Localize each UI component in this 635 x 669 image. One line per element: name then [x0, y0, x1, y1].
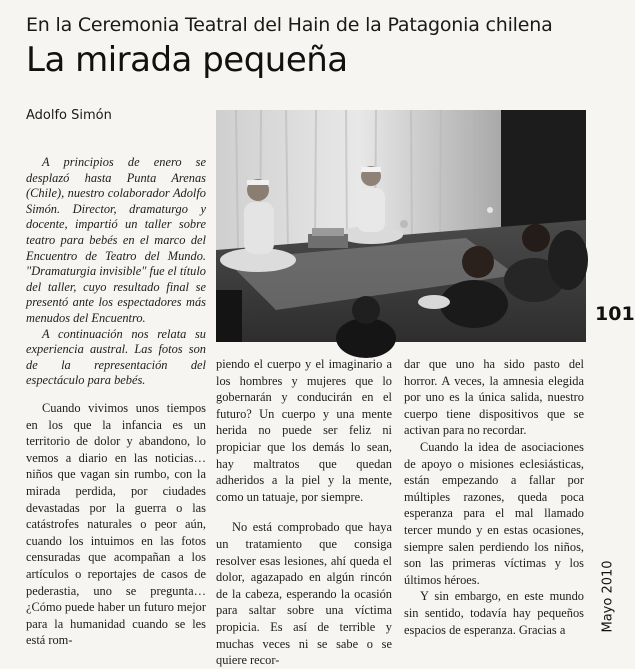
article-author: Adolfo Simón: [26, 108, 112, 123]
article-title: La mirada pequeña: [26, 40, 348, 80]
lead-paragraph-1: A principios de enero se desplazó hasta Punta Arenas (Chile), nuestro colaborador Adolfo Simón. Director, dramaturgo y docente, impartió un taller sobre teatro para bebés en el marco del Encuentro de Teatro del Mundo. "Dramaturgia invisible" fue el título del taller, cuyo resultado final se presentó ante los espectadores más menudos del Encuentro.: [26, 155, 206, 325]
body-column-1: [26, 400, 206, 649]
lead-paragraph-2: A continuación nos relata su experiencia austral. Las fotos son de la representación del espectáculo para bebés.: [26, 326, 206, 388]
body-paragraph: No está comprobado que haya un tratamiento que consiga resolver esas lesiones, ahí queda el dolor, agazapado en algún rincón de la cabeza, esperando la ocasión para saltar sobre una víctima propicia. Es así de terrible y muchas veces ni se sabe o se quiere recor-: [216, 520, 392, 668]
body-paragraph: dar que uno ha sido pasto del horror. A veces, la amnesia elegida por uno es la única salida, nuestro cuerpo tiene dispositivos que se activan para no recordar.: [404, 357, 584, 438]
issue-date: Mayo 2010: [600, 560, 616, 633]
body-column-3: [404, 356, 584, 638]
body-paragraph: Cuando la idea de asociaciones de apoyo o misiones eclesiásticas, están empezando a fallar por múltiples razones, queda poca esperanza para el mal llamado tercer mundo y en estas ocasiones, siempre salen perdiendo los niños, son las primeras víctimas y los últimos héroes.: [404, 439, 584, 587]
page-number: 101: [595, 303, 635, 325]
performance-photo-illustration: [216, 110, 586, 342]
body-paragraph: Y sin embargo, en este mundo sin sentido, todavía hay pequeños espacios de esperanza. Gracias a: [404, 589, 584, 637]
article-kicker: En la Ceremonia Teatral del Hain de la Patagonia chilena: [26, 14, 553, 36]
performance-photo: [216, 110, 586, 342]
lead-paragraphs: [26, 155, 206, 389]
body-paragraph: piendo el cuerpo y el imaginario a los hombres y mujeres que lo gobernarán y conducirán en el futuro? Un cuerpo y una mente herida no puede ser feliz ni propiciar que los demás lo sean, hay maltratos que quedan adheridos a la piel y la mente, como un tatuaje, por siempre.: [216, 357, 392, 504]
body-column-2: [216, 356, 392, 669]
body-paragraph: Cuando vivimos unos tiempos en los que la infancia es un territorio de dolor y abandono, lo vemos a diario en las noticias… niños que vagan sin rumbo, con la mirada perdida, por ciudades devastadas por la guerra o las catástrofes naturales o peor aún, cuando los intuimos en las fotos censuradas que acompañan a los artículos o reportajes de casos de pederastia, uno se pregunta… ¿Cómo puede haber un futuro mejor para la humanidad cuando se les está rom-: [26, 401, 206, 648]
